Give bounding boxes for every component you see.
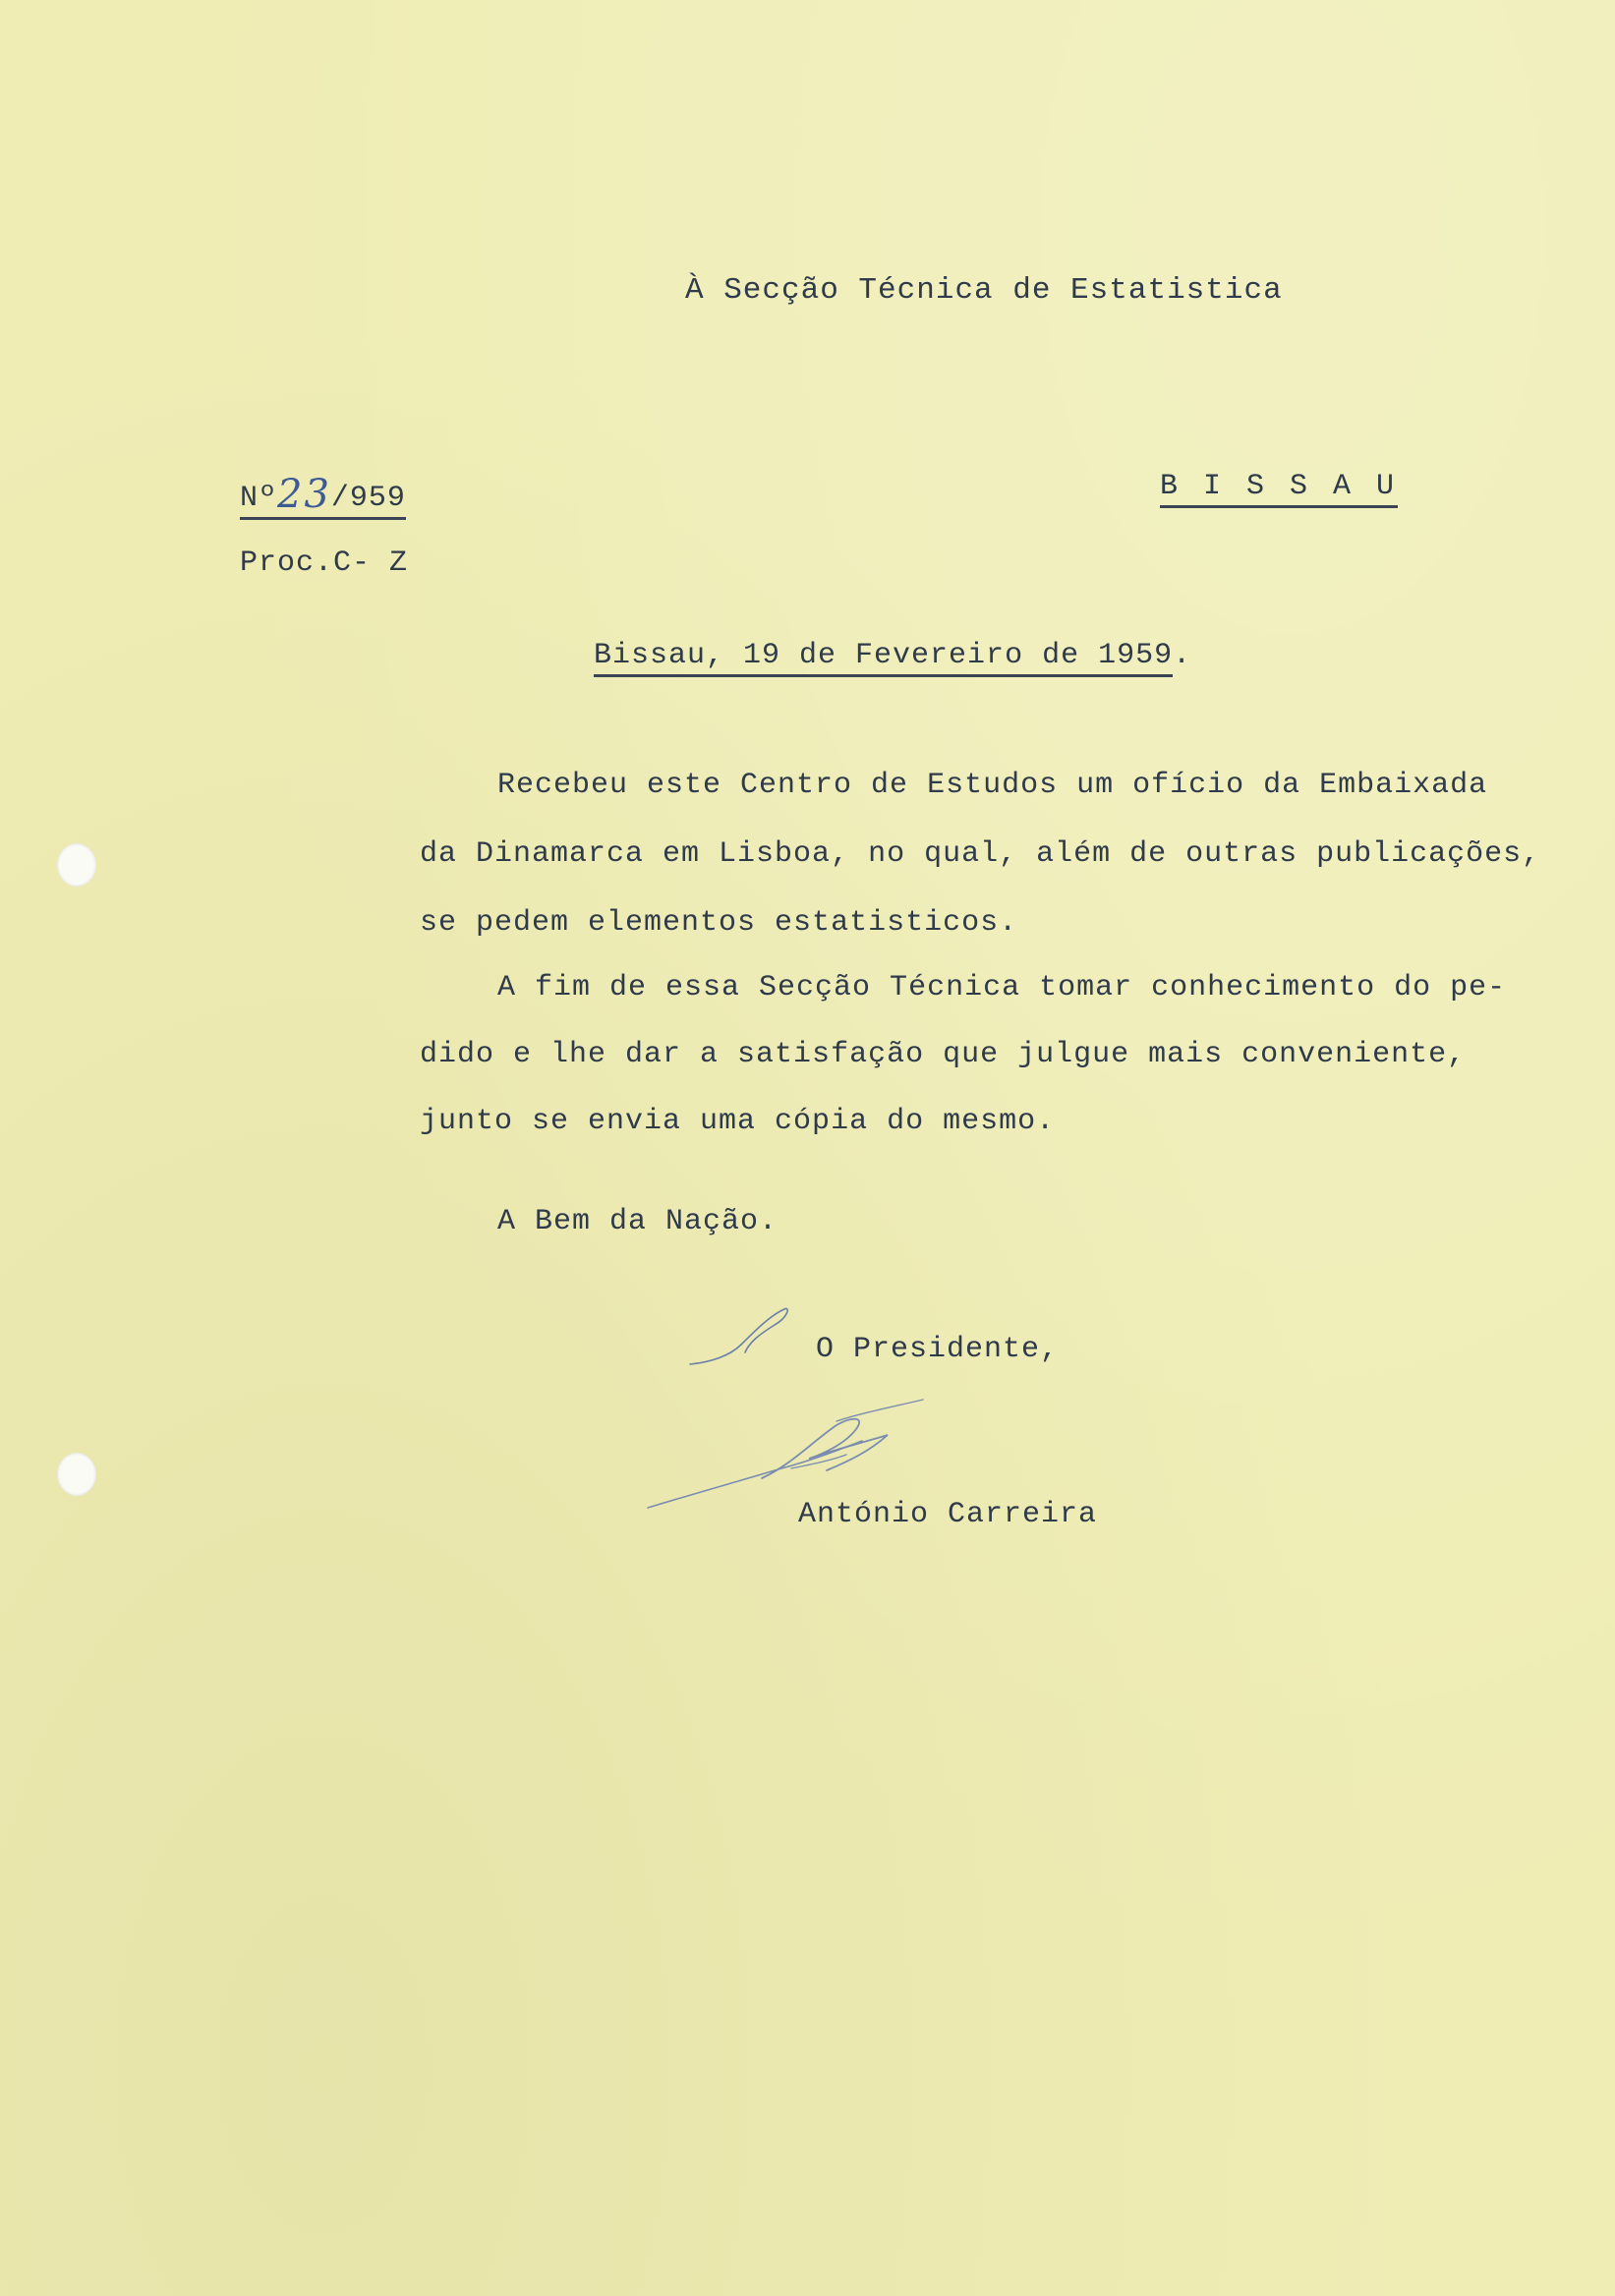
reference-number-handwritten: 23 bbox=[277, 472, 331, 517]
reference-number bbox=[240, 470, 406, 520]
punch-hole-bottom bbox=[57, 1453, 96, 1496]
date-line bbox=[594, 639, 1191, 672]
date-text: Bissau, 19 de Fevereiro de 1959 bbox=[594, 639, 1173, 677]
body-line-5: dido e lhe dar a satisfação que julgue mais conveniente, bbox=[420, 1038, 1467, 1071]
body-line-6: junto se envia uma cópia do mesmo. bbox=[420, 1105, 1056, 1138]
closing-salutation: A Bem da Nação. bbox=[497, 1205, 779, 1238]
addressee: À Secção Técnica de Estatistica bbox=[685, 273, 1283, 308]
reference-year: /959 bbox=[330, 482, 406, 515]
signoff-title: O Presidente, bbox=[816, 1333, 1060, 1366]
signatory-name: António Carreira bbox=[798, 1498, 1098, 1531]
punch-hole-top bbox=[57, 843, 96, 887]
body-line-2: da Dinamarca em Lisboa, no qual, além de outras publicações, bbox=[420, 837, 1541, 871]
body-line-1: Recebeu este Centro de Estudos um ofício da Embaixada bbox=[497, 769, 1488, 802]
reference-prefix: Nº bbox=[240, 482, 278, 515]
handwritten-signature bbox=[644, 1396, 939, 1514]
date-terminator: . bbox=[1173, 639, 1192, 672]
process-reference: Proc.C- Z bbox=[240, 546, 409, 580]
initial-flourish bbox=[680, 1295, 798, 1374]
body-line-4: A fim de essa Secção Técnica tomar conhecimento do pe- bbox=[497, 971, 1507, 1004]
body-line-3: se pedem elementos estatisticos. bbox=[420, 906, 1018, 940]
city-heading: B I S S A U bbox=[1160, 470, 1398, 508]
